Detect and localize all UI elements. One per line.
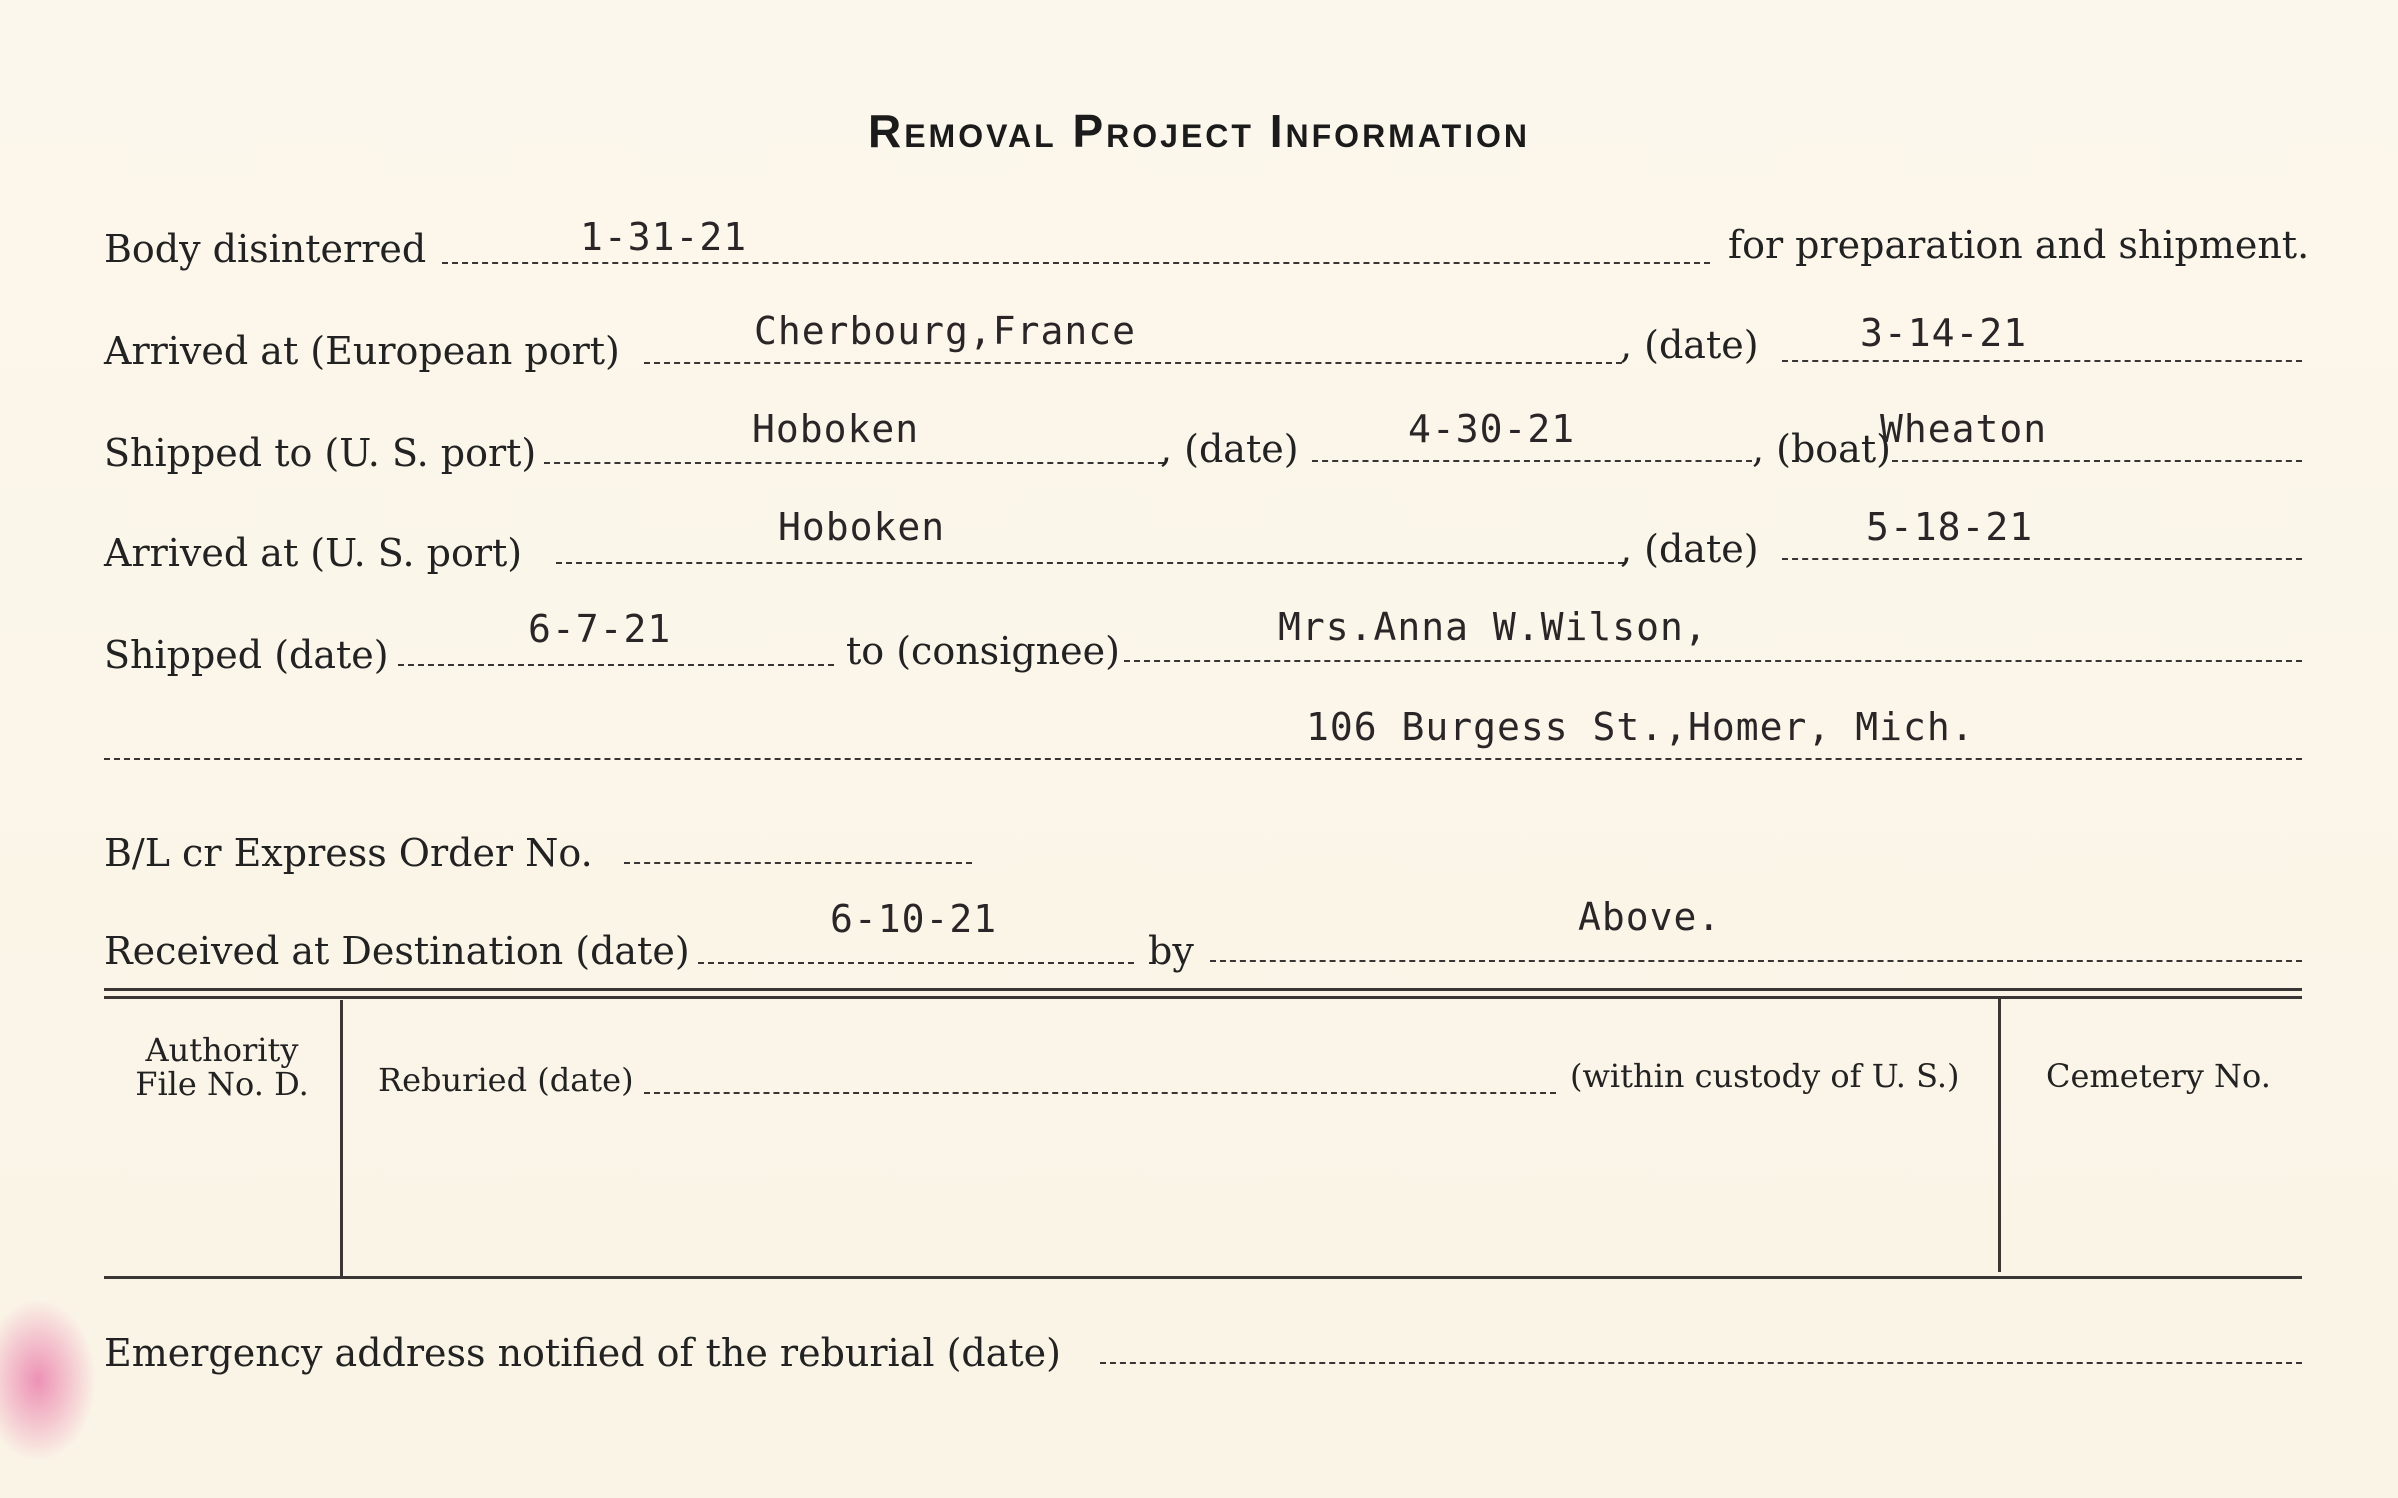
consignee-address: 106 Burgess St.,Homer, Mich. [1306, 705, 1975, 749]
shipped-date-line [398, 664, 834, 666]
consignee-line [1124, 660, 2302, 662]
body-disinterred-label: Body disinterred [104, 227, 427, 271]
arrived-european-date-label: , (date) [1620, 323, 1759, 367]
shipped-us-port-line [544, 462, 1164, 464]
emergency-label: Emergency address notified of the reburial (date) [104, 1331, 1061, 1375]
table-top-rule-2 [104, 996, 2302, 999]
shipped-date-label: Shipped (date) [104, 633, 389, 677]
shipped-us-label: Shipped to (U. S. port) [104, 431, 537, 475]
table-divider-right [1998, 998, 2001, 1272]
received-by-label: by [1148, 929, 1194, 973]
consignee-label: to (consignee) [846, 629, 1120, 673]
received-label: Received at Destination (date) [104, 929, 690, 973]
shipped-us-date: 4-30-21 [1408, 407, 1576, 451]
shipped-us-boat-label: , (boat) [1752, 427, 1891, 471]
table-divider-left [340, 1000, 343, 1276]
authority-label-1: Authority [145, 1031, 299, 1069]
ink-stamp-mark [0, 1300, 95, 1460]
arrived-european-date: 3-14-21 [1860, 311, 2028, 355]
arrived-us-port-line [556, 562, 1624, 564]
shipped-us-date-line [1312, 460, 1752, 462]
table-bottom-rule [104, 1276, 2302, 1279]
arrived-us-port: Hoboken [778, 505, 946, 549]
received-date-line [698, 962, 1134, 964]
reburied-date-line [644, 1092, 1556, 1094]
shipped-date: 6-7-21 [528, 607, 672, 651]
bl-order-line [624, 862, 972, 864]
cemetery-label: Cemetery No. [2046, 1057, 2271, 1095]
card-title: Removal Project Information [867, 105, 1531, 157]
received-by: Above. [1578, 895, 1722, 939]
arrived-us-date-label: , (date) [1620, 527, 1759, 571]
address-line [104, 758, 2302, 760]
body-disinterred-value: 1-31-21 [580, 215, 748, 259]
reburied-label: Reburied (date) [378, 1061, 634, 1099]
custody-label: (within custody of U. S.) [1570, 1057, 1960, 1095]
arrived-european-port-line [644, 362, 1622, 364]
bl-order-label: B/L cr Express Order No. [104, 831, 593, 875]
body-disinterred-line [442, 262, 1710, 264]
shipped-us-boat-line [1892, 460, 2302, 462]
shipped-us-port: Hoboken [752, 407, 920, 451]
emergency-date-line [1100, 1362, 2302, 1364]
consignee-name: Mrs.Anna W.Wilson, [1278, 605, 1708, 649]
arrived-european-port: Cherbourg,France [754, 309, 1137, 353]
body-disinterred-suffix: for preparation and shipment. [1728, 223, 2310, 267]
arrived-us-label: Arrived at (U. S. port) [104, 531, 523, 575]
arrived-us-date-line [1782, 558, 2302, 560]
shipped-us-date-label: , (date) [1160, 427, 1299, 471]
authority-label-2: File No. D. [135, 1065, 309, 1103]
arrived-european-date-line [1782, 360, 2302, 362]
received-date: 6-10-21 [830, 897, 998, 941]
arrived-european-label: Arrived at (European port) [104, 329, 620, 373]
received-by-line [1210, 960, 2302, 962]
shipped-us-boat: Wheaton [1880, 407, 2048, 451]
arrived-us-date: 5-18-21 [1866, 505, 2034, 549]
table-top-rule-1 [104, 988, 2302, 991]
